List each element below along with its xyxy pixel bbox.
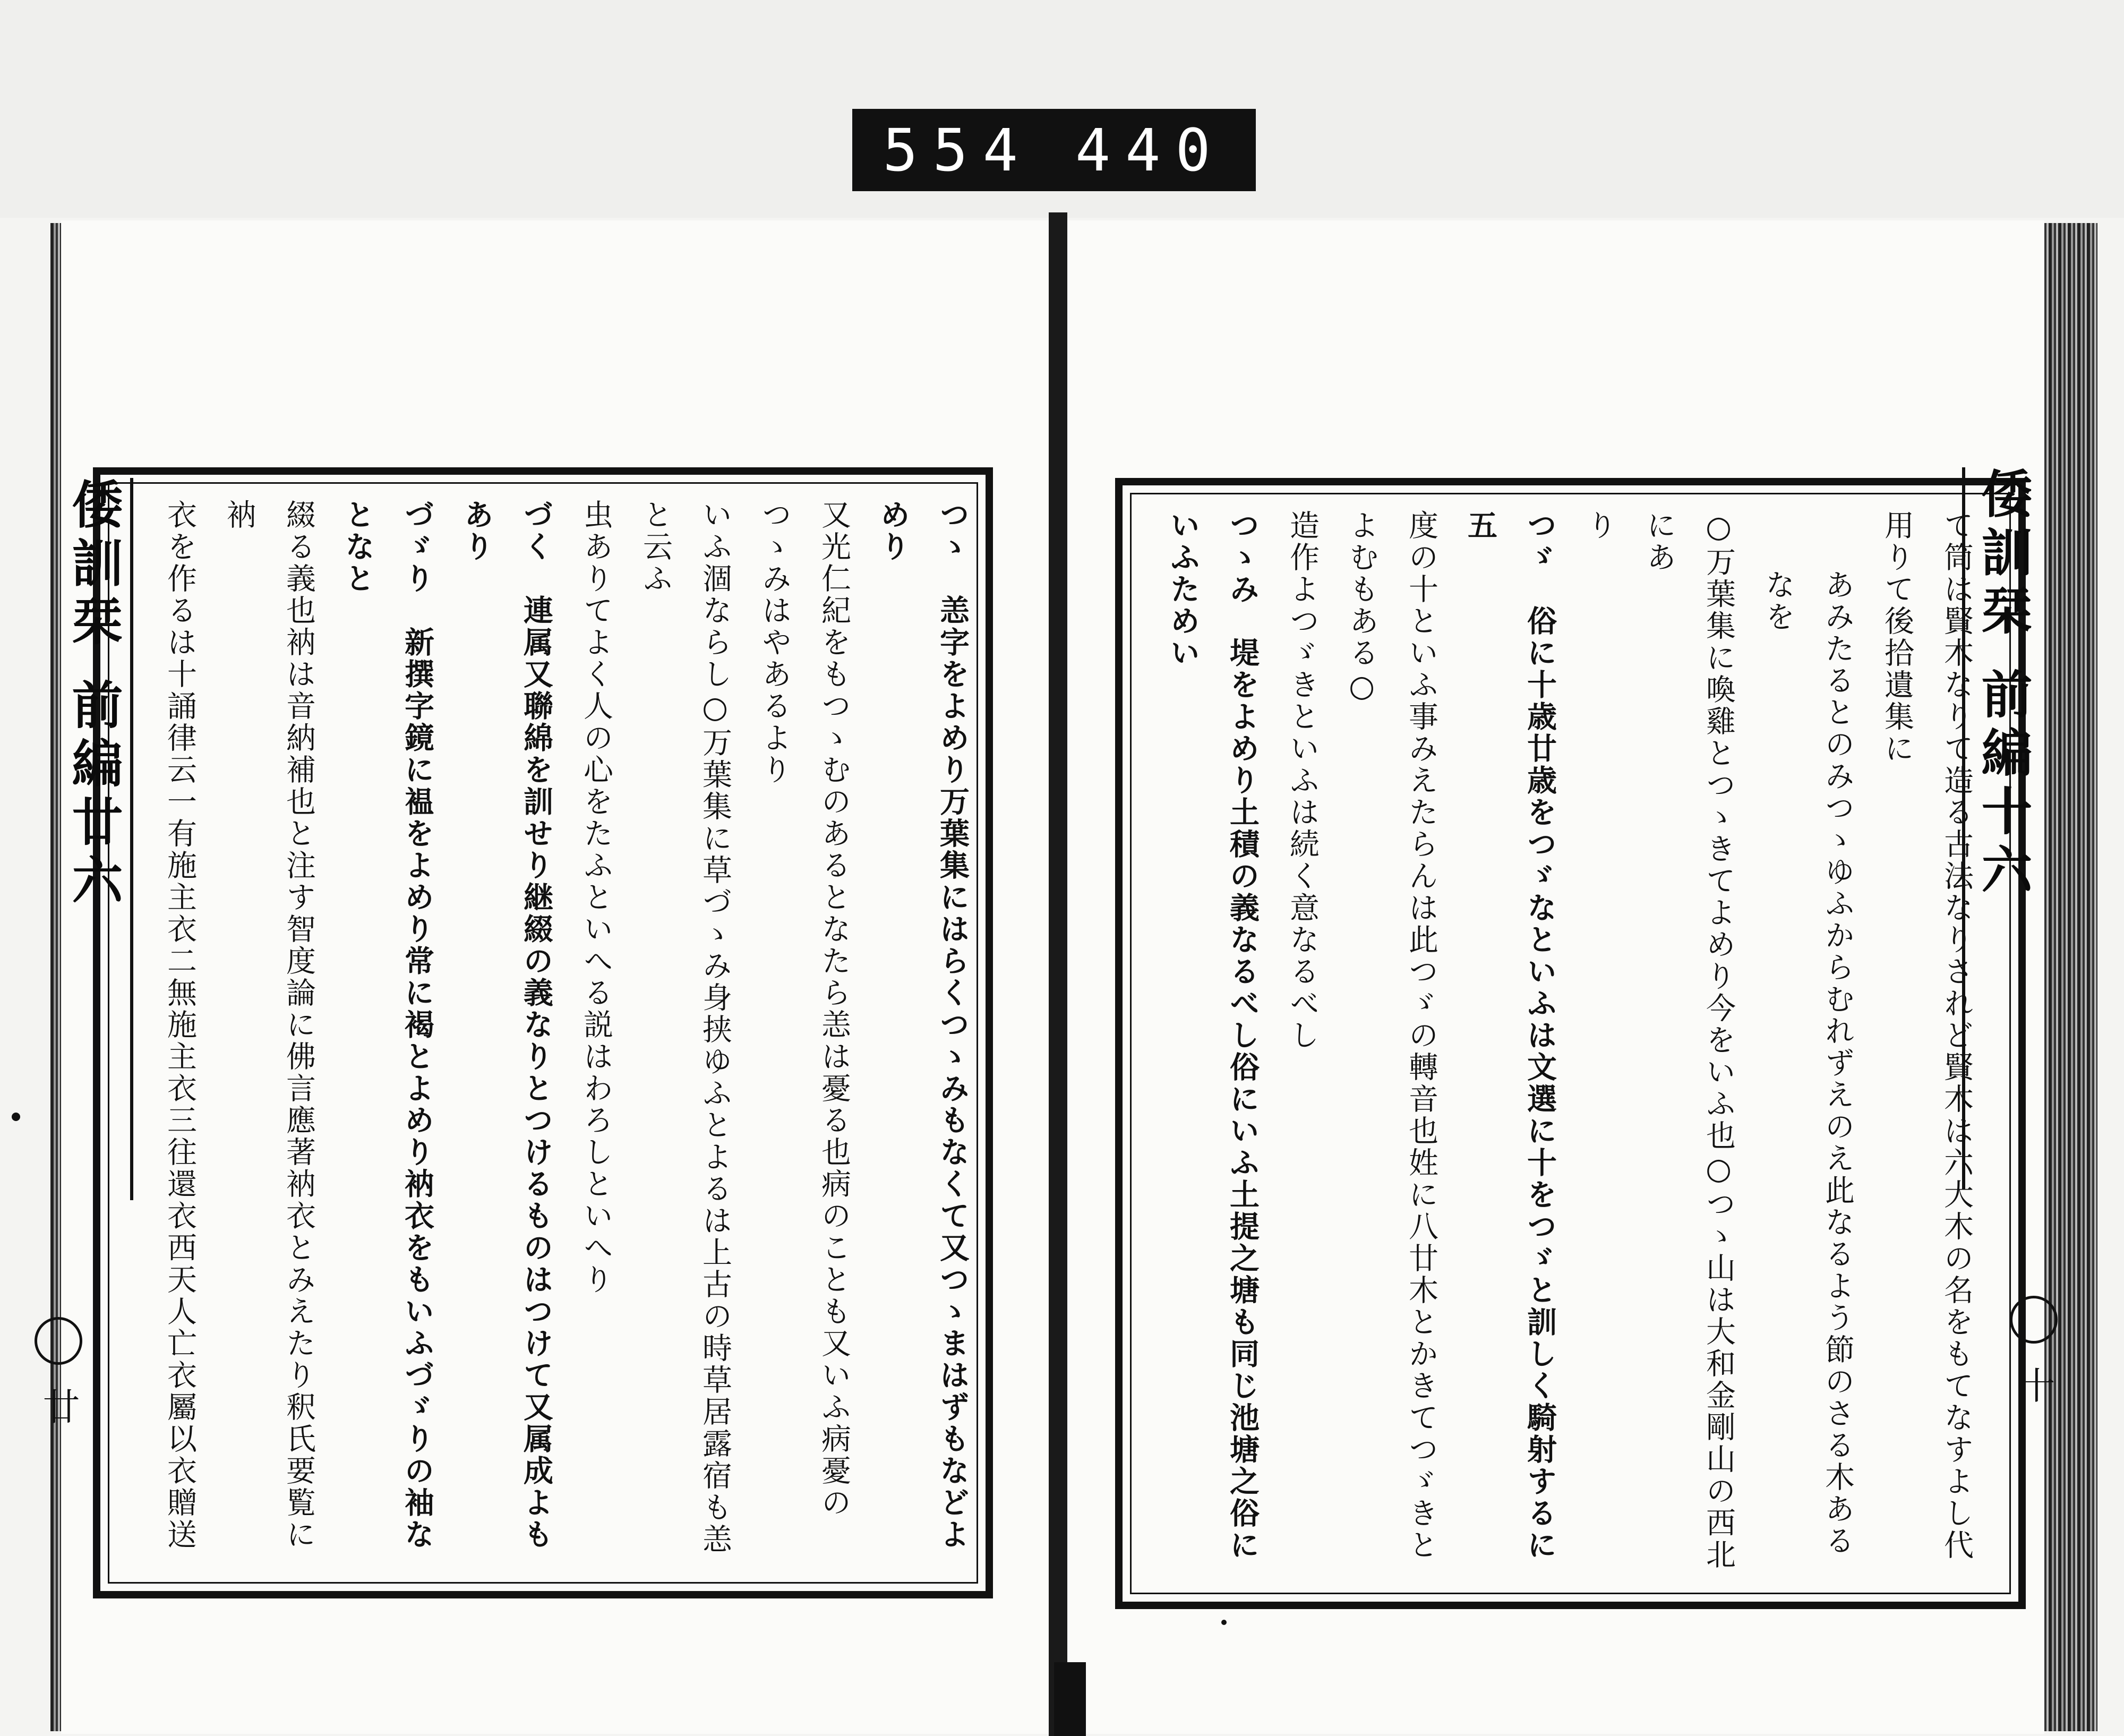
text-column: て筒は賢木なりて造る古法なりされど賢木は六大木の名をもてなすよし代用りて後拾遺集に xyxy=(1880,510,1974,1561)
text-column: 又光仁紀をもつゝむのあるとなたら恙は憂る也病のことも又いふ病憂のつゝみはやあるより xyxy=(757,499,851,1519)
entry-heading-column: づく 連属又聯綿を訓せり継綴の義なりとつけるものはつけて又属成よもあり xyxy=(459,499,554,1551)
ink-spot xyxy=(1221,1620,1227,1625)
text-column: あみたるとのみつゝゆふからむれずえのえ此なるよう節のさる木あるなを xyxy=(1761,569,1855,1557)
right-folio-number: 十 xyxy=(2012,1366,2056,1404)
entry-heading-column: つゝ 恙字をよめり万葉集にはらくつゝみもなくて又つゝまはずもなどよめり xyxy=(876,499,970,1551)
entry-heading-column: つゝみ 堤をよめり土積の義なるべし俗にいふ土提之塘も同じ池塘之俗にいふためい xyxy=(1166,510,1260,1561)
left-page-title-tab: 倭訓栞 前編廿六 xyxy=(56,478,133,1200)
text-column xyxy=(1152,510,1153,1583)
text-column: 虫ありてよく人の心をたふといへる説はわろしといへり xyxy=(579,499,613,1296)
left-folio-number: 廿 xyxy=(37,1387,80,1425)
book-spine xyxy=(1049,212,1067,1736)
folio-circle-icon xyxy=(35,1317,82,1365)
entry-heading-column: つゞ 俗に十歳廿歳をつゞなといふは文選に十をつゞと訓しく騎射するに五 xyxy=(1463,510,1557,1561)
text-column: 衣を作るは十誦律云一有施主衣二無施主衣三往還衣西天人亡衣屬以衣贈送 xyxy=(162,499,197,1551)
text-column: ○万葉集に喚雞とつゝきてよめり今をいふ也○つゝ山は大和金剛山の西北にあ xyxy=(1642,510,1736,1571)
text-column: 造作よつゞきといふは続く意なるべし xyxy=(1285,510,1320,1051)
folio-circle-icon xyxy=(2010,1296,2058,1344)
ink-spot xyxy=(12,1113,20,1121)
text-column: いふ涸ならし○万葉集に草づゝみ身挟ゆふとよるは上古の時草居露宿も恙と云ふ xyxy=(638,499,732,1555)
right-page-edge xyxy=(2039,223,2097,1731)
archive-label-right: 440 xyxy=(1075,116,1226,184)
archive-label-left: 554 xyxy=(883,116,1033,184)
left-folio xyxy=(32,1317,85,1424)
archive-label xyxy=(852,109,1256,191)
left-page-text xyxy=(154,499,982,1572)
text-column: り xyxy=(1582,510,1617,542)
spine-clip xyxy=(1054,1662,1086,1736)
right-folio xyxy=(2007,1296,2061,1403)
text-column: 度の十といふ事みえたらんは此つゞの轉音也姓に八廿木とかきてつゞきとよむもある○ xyxy=(1344,510,1438,1561)
right-page-title-tab: 倭訓栞 前編十六 xyxy=(1962,467,2040,1190)
entry-heading-column: づゞり 新撰字鏡に褞をよめり常に褐とよめり衲衣をもいふづゞりの袖なとなと xyxy=(340,499,435,1551)
right-page-text xyxy=(1152,510,1986,1583)
text-column: 綴る義也衲は音納補也と注す智度論に佛言應著衲衣とみえたり釈氏要覧に衲 xyxy=(222,499,316,1551)
